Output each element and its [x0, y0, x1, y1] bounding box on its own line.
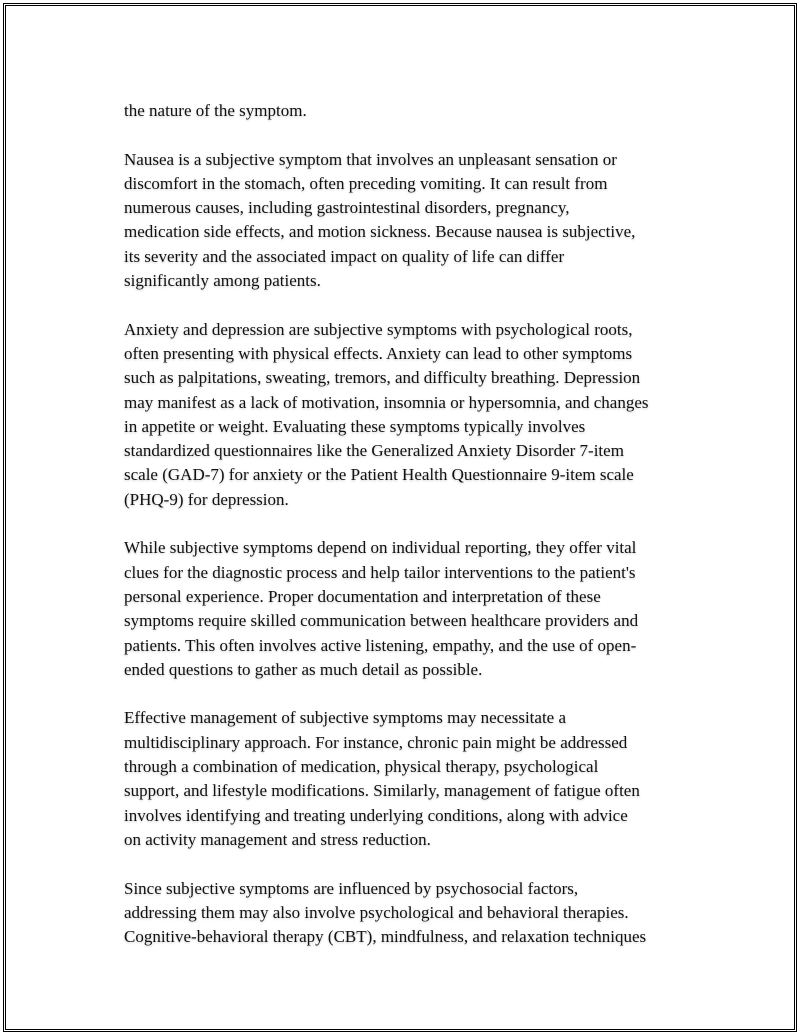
text-line: patients. This often involves active listening, empathy, and the use of open-	[124, 635, 637, 655]
text-line: in appetite or weight. Evaluating these symptoms typically involves	[124, 416, 586, 436]
text-line: Nausea is a subjective symptom that involves an unpleasant sensation or	[124, 149, 617, 169]
text-line: ended questions to gather as much detail as possible.	[124, 659, 483, 679]
text-line: support, and lifestyle modifications. Similarly, management of fatigue often	[124, 781, 640, 801]
text-line: the nature of the symptom.	[124, 101, 307, 120]
text-line: numerous causes, including gastrointestinal disorders, pregnancy,	[124, 198, 570, 218]
text-line: often presenting with physical effects. Anxiety can lead to other symptoms	[124, 343, 633, 363]
paragraph-individual-reporting	[124, 536, 694, 682]
text-line: medication side effects, and motion sickness. Because nausea is subjective,	[124, 222, 636, 242]
text-line: addressing them may also involve psychological and behavioral therapies.	[124, 902, 629, 922]
text-line: scale (GAD-7) for anxiety or the Patient Health Questionnaire 9-item scale	[124, 465, 634, 485]
text-line: clues for the diagnostic process and help tailor interventions to the patient's	[124, 562, 636, 582]
page-frame	[3, 3, 797, 1032]
text-line: symptoms require skilled communication between healthcare providers and	[124, 611, 639, 631]
text-line: Cognitive-behavioral therapy (CBT), mindfulness, and relaxation techniques	[124, 927, 647, 947]
text-line: through a combination of medication, physical therapy, psychological	[124, 757, 599, 777]
paragraph-nausea	[124, 148, 694, 294]
text-line: Since subjective symptoms are influenced by psychosocial factors,	[124, 878, 579, 898]
text-line: Effective management of subjective symptoms may necessitate a	[124, 708, 567, 728]
text-line: multidisciplinary approach. For instance, chronic pain might be addressed	[124, 732, 628, 752]
text-line: its severity and the associated impact on quality of life can differ	[124, 246, 565, 266]
text-line: Anxiety and depression are subjective symptoms with psychological roots,	[124, 319, 633, 339]
paragraph-management	[124, 706, 694, 852]
text-line: such as palpitations, sweating, tremors, and difficulty breathing. Depression	[124, 368, 641, 388]
page-body	[124, 99, 694, 974]
text-line: standardized questionnaires like the Generalized Anxiety Disorder 7-item	[124, 441, 624, 461]
text-line: While subjective symptoms depend on individual reporting, they offer vital	[124, 538, 637, 558]
text-line: may manifest as a lack of motivation, insomnia or hypersomnia, and changes	[124, 392, 649, 412]
text-line: on activity management and stress reduction.	[124, 829, 431, 849]
text-line: (PHQ-9) for depression.	[124, 489, 289, 509]
text-line: discomfort in the stomach, often preceding vomiting. It can result from	[124, 173, 608, 193]
paragraph-psychosocial	[124, 877, 694, 950]
paragraph-symptom-nature	[124, 99, 694, 123]
text-line: personal experience. Proper documentation and interpretation of these	[124, 586, 601, 606]
text-line: significantly among patients.	[124, 271, 321, 291]
paragraph-anxiety-depression	[124, 318, 694, 512]
text-line: involves identifying and treating underlying conditions, along with advice	[124, 805, 628, 825]
